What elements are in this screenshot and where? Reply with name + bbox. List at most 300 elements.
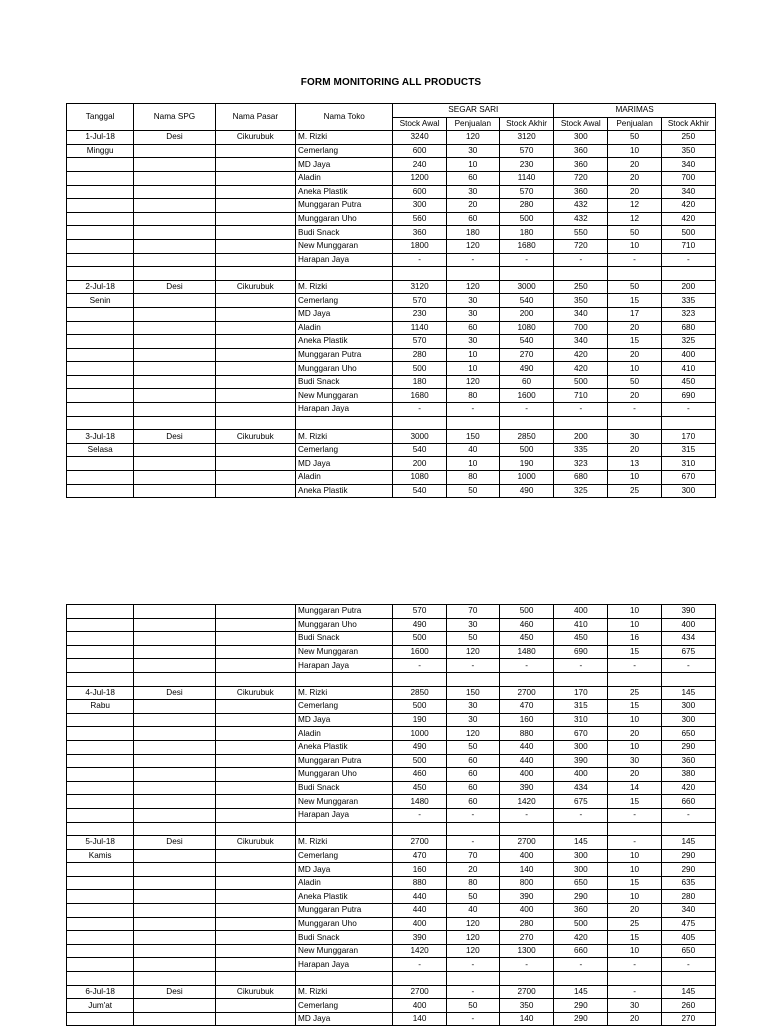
table-row	[67, 985, 716, 999]
table-row	[67, 375, 716, 389]
table-body-page-2	[67, 605, 716, 1026]
cell-mm-penjualan	[608, 822, 661, 836]
cell-nama-spg	[134, 822, 215, 836]
cell-ss-penjualan: 30	[446, 185, 499, 199]
cell-mm-stock-akhir: 380	[661, 768, 715, 782]
cell-ss-stock-akhir: 540	[499, 335, 553, 349]
cell-ss-stock-awal: 450	[393, 781, 446, 795]
cell-ss-penjualan	[446, 822, 499, 836]
cell-ss-penjualan: 30	[446, 307, 499, 321]
cell-ss-stock-awal: 2850	[393, 686, 446, 700]
cell-mm-stock-awal: 660	[554, 944, 608, 958]
cell-mm-stock-awal: -	[554, 808, 608, 822]
cell-nama-pasar	[215, 822, 295, 836]
cell-mm-stock-akhir: 650	[661, 944, 715, 958]
cell-mm-penjualan: 10	[608, 362, 661, 376]
cell-nama-spg	[134, 863, 215, 877]
cell-nama-spg	[134, 443, 215, 457]
cell-nama-toko: Cemerlang	[296, 700, 393, 714]
cell-mm-penjualan: 25	[608, 686, 661, 700]
cell-nama-spg	[134, 226, 215, 240]
cell-ss-penjualan: 80	[446, 876, 499, 890]
cell-ss-stock-awal: 400	[393, 917, 446, 931]
cell-ss-stock-akhir: 400	[499, 849, 553, 863]
table-row	[67, 253, 716, 267]
cell-mm-stock-akhir: -	[661, 958, 715, 972]
cell-mm-penjualan: 12	[608, 199, 661, 213]
cell-tanggal: 5-Jul-18	[67, 836, 134, 850]
cell-nama-pasar	[215, 212, 295, 226]
cell-tanggal	[67, 267, 134, 281]
cell-ss-stock-awal: 140	[393, 1012, 446, 1026]
cell-ss-stock-akhir: 2700	[499, 985, 553, 999]
table-row	[67, 822, 716, 836]
cell-ss-stock-awal: 1680	[393, 389, 446, 403]
cell-mm-stock-awal: 290	[554, 999, 608, 1013]
table-row	[67, 944, 716, 958]
cell-tanggal	[67, 321, 134, 335]
cell-mm-stock-akhir: -	[661, 253, 715, 267]
cell-mm-stock-awal: 340	[554, 307, 608, 321]
table-row	[67, 362, 716, 376]
cell-ss-penjualan: 10	[446, 362, 499, 376]
table-row	[67, 267, 716, 281]
table-row	[67, 768, 716, 782]
cell-tanggal	[67, 403, 134, 417]
cell-mm-penjualan: 50	[608, 131, 661, 145]
cell-tanggal	[67, 185, 134, 199]
cell-nama-toko: Cemerlang	[296, 294, 393, 308]
cell-mm-stock-awal: 315	[554, 700, 608, 714]
cell-mm-stock-akhir: 145	[661, 836, 715, 850]
table-row	[67, 917, 716, 931]
table-row	[67, 863, 716, 877]
cell-nama-toko: Aneka Plastik	[296, 335, 393, 349]
cell-mm-stock-akhir: 260	[661, 999, 715, 1013]
cell-mm-penjualan: 10	[608, 618, 661, 632]
cell-mm-stock-akhir: 340	[661, 185, 715, 199]
table-body-page-1	[67, 131, 716, 498]
cell-mm-penjualan: 20	[608, 348, 661, 362]
cell-ss-stock-awal: 440	[393, 890, 446, 904]
cell-nama-pasar	[215, 808, 295, 822]
cell-ss-stock-akhir: -	[499, 659, 553, 673]
cell-mm-penjualan: 10	[608, 944, 661, 958]
cell-mm-stock-awal: 675	[554, 795, 608, 809]
cell-nama-pasar: Cikurubuk	[215, 985, 295, 999]
cell-ss-penjualan: 150	[446, 430, 499, 444]
cell-nama-pasar	[215, 484, 295, 498]
table-row	[67, 659, 716, 673]
cell-mm-stock-awal: 290	[554, 890, 608, 904]
cell-ss-stock-akhir	[499, 267, 553, 281]
table-row	[67, 632, 716, 646]
cell-ss-stock-akhir: 450	[499, 632, 553, 646]
cell-tanggal	[67, 754, 134, 768]
cell-ss-penjualan: 50	[446, 999, 499, 1013]
cell-mm-stock-akhir: 340	[661, 158, 715, 172]
header-nama-pasar: Nama Pasar	[215, 104, 295, 131]
cell-mm-stock-awal: 360	[554, 144, 608, 158]
cell-ss-penjualan: 30	[446, 335, 499, 349]
cell-mm-penjualan: 20	[608, 185, 661, 199]
cell-ss-stock-awal: 1480	[393, 795, 446, 809]
header-tanggal: Tanggal	[67, 104, 134, 131]
cell-ss-stock-awal: 200	[393, 457, 446, 471]
cell-ss-stock-awal: -	[393, 403, 446, 417]
cell-tanggal	[67, 768, 134, 782]
cell-nama-toko: New Munggaran	[296, 239, 393, 253]
cell-nama-spg	[134, 484, 215, 498]
cell-nama-toko: Munggaran Uho	[296, 362, 393, 376]
cell-tanggal	[67, 348, 134, 362]
cell-mm-stock-awal: 670	[554, 727, 608, 741]
table-row	[67, 185, 716, 199]
cell-mm-stock-awal: 432	[554, 212, 608, 226]
cell-ss-penjualan: 120	[446, 931, 499, 945]
cell-nama-pasar	[215, 672, 295, 686]
cell-ss-stock-awal: 1420	[393, 944, 446, 958]
cell-nama-spg	[134, 740, 215, 754]
cell-ss-stock-awal: 160	[393, 863, 446, 877]
cell-mm-penjualan: -	[608, 958, 661, 972]
cell-nama-spg	[134, 944, 215, 958]
cell-nama-spg	[134, 972, 215, 986]
cell-nama-pasar	[215, 645, 295, 659]
cell-nama-toko: New Munggaran	[296, 944, 393, 958]
table-row	[67, 645, 716, 659]
cell-nama-pasar	[215, 443, 295, 457]
cell-mm-penjualan: 50	[608, 375, 661, 389]
cell-ss-stock-akhir	[499, 822, 553, 836]
cell-nama-toko	[296, 972, 393, 986]
cell-nama-spg	[134, 768, 215, 782]
cell-nama-pasar	[215, 890, 295, 904]
cell-ss-penjualan: 120	[446, 131, 499, 145]
cell-mm-penjualan: 50	[608, 280, 661, 294]
cell-nama-toko: Harapan Jaya	[296, 808, 393, 822]
cell-mm-stock-akhir: 450	[661, 375, 715, 389]
cell-mm-stock-awal	[554, 972, 608, 986]
cell-nama-spg: Desi	[134, 836, 215, 850]
cell-mm-penjualan: 25	[608, 917, 661, 931]
cell-mm-stock-akhir: 170	[661, 430, 715, 444]
cell-mm-stock-awal: -	[554, 958, 608, 972]
cell-nama-pasar	[215, 239, 295, 253]
cell-ss-penjualan: 10	[446, 158, 499, 172]
cell-mm-stock-akhir: 323	[661, 307, 715, 321]
cell-nama-pasar	[215, 144, 295, 158]
cell-ss-penjualan: 50	[446, 484, 499, 498]
cell-nama-toko: Munggaran Putra	[296, 754, 393, 768]
cell-mm-penjualan: 15	[608, 876, 661, 890]
cell-nama-spg	[134, 335, 215, 349]
cell-ss-penjualan: 70	[446, 849, 499, 863]
cell-ss-penjualan: 80	[446, 471, 499, 485]
cell-ss-stock-awal: 570	[393, 605, 446, 619]
cell-nama-spg	[134, 659, 215, 673]
cell-ss-stock-akhir: 190	[499, 457, 553, 471]
table-row	[67, 171, 716, 185]
cell-ss-stock-akhir: 490	[499, 362, 553, 376]
cell-mm-stock-awal: 310	[554, 713, 608, 727]
cell-ss-penjualan: 60	[446, 212, 499, 226]
cell-mm-penjualan	[608, 972, 661, 986]
cell-nama-pasar: Cikurubuk	[215, 280, 295, 294]
cell-mm-stock-akhir: 475	[661, 917, 715, 931]
cell-tanggal	[67, 713, 134, 727]
cell-nama-pasar	[215, 471, 295, 485]
cell-ss-stock-akhir: 140	[499, 863, 553, 877]
cell-mm-stock-akhir: 280	[661, 890, 715, 904]
cell-ss-stock-awal: -	[393, 958, 446, 972]
cell-ss-stock-akhir: 2700	[499, 836, 553, 850]
cell-nama-spg	[134, 212, 215, 226]
table-row	[67, 239, 716, 253]
cell-nama-pasar	[215, 700, 295, 714]
cell-ss-stock-akhir: 390	[499, 781, 553, 795]
cell-ss-penjualan: 120	[446, 239, 499, 253]
cell-mm-stock-akhir	[661, 267, 715, 281]
header-ss-stock-akhir: Stock Akhir	[499, 117, 553, 131]
cell-nama-toko: Budi Snack	[296, 931, 393, 945]
header-mm-stock-awal: Stock Awal	[554, 117, 608, 131]
cell-mm-stock-akhir: 400	[661, 618, 715, 632]
cell-nama-pasar	[215, 632, 295, 646]
cell-ss-penjualan: 60	[446, 321, 499, 335]
cell-tanggal	[67, 307, 134, 321]
cell-mm-stock-awal: 350	[554, 294, 608, 308]
cell-nama-toko: Aneka Plastik	[296, 740, 393, 754]
cell-nama-spg	[134, 199, 215, 213]
cell-mm-penjualan: 15	[608, 645, 661, 659]
cell-mm-penjualan: 30	[608, 999, 661, 1013]
cell-ss-penjualan: -	[446, 1012, 499, 1026]
cell-mm-stock-awal: 500	[554, 375, 608, 389]
cell-mm-penjualan: 10	[608, 239, 661, 253]
cell-mm-stock-akhir: 335	[661, 294, 715, 308]
cell-nama-toko: M. Rizki	[296, 836, 393, 850]
cell-ss-stock-akhir: 470	[499, 700, 553, 714]
table-row	[67, 876, 716, 890]
cell-tanggal	[67, 645, 134, 659]
cell-mm-stock-awal: 680	[554, 471, 608, 485]
cell-mm-penjualan: -	[608, 808, 661, 822]
cell-mm-stock-akhir: 420	[661, 199, 715, 213]
cell-mm-stock-akhir: 315	[661, 443, 715, 457]
cell-tanggal	[67, 605, 134, 619]
cell-nama-toko: Aladin	[296, 471, 393, 485]
cell-nama-pasar	[215, 253, 295, 267]
cell-nama-spg	[134, 890, 215, 904]
cell-nama-spg	[134, 389, 215, 403]
cell-ss-stock-akhir: 390	[499, 890, 553, 904]
cell-ss-penjualan: -	[446, 659, 499, 673]
cell-mm-penjualan: -	[608, 403, 661, 417]
cell-nama-spg	[134, 321, 215, 335]
cell-nama-spg	[134, 645, 215, 659]
cell-ss-stock-akhir	[499, 672, 553, 686]
cell-ss-stock-awal: 1600	[393, 645, 446, 659]
cell-ss-penjualan: 40	[446, 443, 499, 457]
cell-tanggal	[67, 335, 134, 349]
cell-mm-stock-akhir	[661, 416, 715, 430]
cell-tanggal	[67, 362, 134, 376]
table-row	[67, 890, 716, 904]
cell-ss-penjualan	[446, 672, 499, 686]
cell-ss-stock-awal: 230	[393, 307, 446, 321]
cell-mm-stock-awal: 400	[554, 768, 608, 782]
table-row	[67, 849, 716, 863]
cell-ss-stock-akhir: -	[499, 253, 553, 267]
cell-mm-penjualan: 10	[608, 713, 661, 727]
cell-ss-stock-akhir: 350	[499, 999, 553, 1013]
cell-nama-spg	[134, 158, 215, 172]
cell-nama-pasar	[215, 362, 295, 376]
table-row	[67, 972, 716, 986]
cell-nama-toko: Aladin	[296, 876, 393, 890]
cell-mm-penjualan: 30	[608, 430, 661, 444]
cell-mm-stock-awal: 720	[554, 171, 608, 185]
cell-mm-penjualan: -	[608, 659, 661, 673]
table-row	[67, 294, 716, 308]
cell-mm-stock-akhir: 635	[661, 876, 715, 890]
table-row	[67, 457, 716, 471]
cell-mm-stock-awal: 335	[554, 443, 608, 457]
cell-ss-penjualan: 150	[446, 686, 499, 700]
cell-nama-pasar: Cikurubuk	[215, 686, 295, 700]
cell-ss-penjualan: 180	[446, 226, 499, 240]
table-row	[67, 836, 716, 850]
cell-nama-pasar	[215, 754, 295, 768]
cell-mm-stock-awal: 690	[554, 645, 608, 659]
cell-ss-penjualan	[446, 416, 499, 430]
cell-ss-stock-akhir: 1000	[499, 471, 553, 485]
cell-nama-pasar	[215, 863, 295, 877]
cell-ss-stock-akhir: 160	[499, 713, 553, 727]
cell-mm-penjualan: 10	[608, 863, 661, 877]
cell-nama-toko: Cemerlang	[296, 999, 393, 1013]
cell-nama-spg: Desi	[134, 280, 215, 294]
cell-ss-penjualan: 50	[446, 632, 499, 646]
cell-nama-toko: Cemerlang	[296, 144, 393, 158]
cell-mm-stock-akhir: 310	[661, 457, 715, 471]
cell-mm-stock-awal	[554, 672, 608, 686]
cell-tanggal: Rabu	[67, 700, 134, 714]
cell-ss-stock-awal: 490	[393, 618, 446, 632]
cell-tanggal	[67, 958, 134, 972]
cell-mm-stock-akhir: 290	[661, 863, 715, 877]
cell-nama-pasar	[215, 917, 295, 931]
cell-nama-toko: Munggaran Putra	[296, 605, 393, 619]
cell-mm-stock-awal: 450	[554, 632, 608, 646]
cell-nama-toko: Munggaran Putra	[296, 904, 393, 918]
cell-mm-stock-awal: 300	[554, 131, 608, 145]
cell-mm-stock-akhir: -	[661, 808, 715, 822]
cell-nama-spg	[134, 307, 215, 321]
cell-mm-penjualan: 10	[608, 144, 661, 158]
cell-mm-penjualan: 10	[608, 740, 661, 754]
cell-mm-stock-akhir: 650	[661, 727, 715, 741]
cell-mm-penjualan: 17	[608, 307, 661, 321]
cell-mm-stock-akhir: 400	[661, 348, 715, 362]
cell-ss-stock-awal: 500	[393, 700, 446, 714]
cell-nama-toko: Cemerlang	[296, 443, 393, 457]
cell-ss-stock-awal: -	[393, 659, 446, 673]
cell-ss-penjualan: 30	[446, 700, 499, 714]
cell-ss-stock-awal: 2700	[393, 836, 446, 850]
cell-ss-stock-awal: 500	[393, 632, 446, 646]
cell-mm-penjualan: 20	[608, 443, 661, 457]
header-mm-penjualan: Penjualan	[608, 117, 661, 131]
cell-mm-stock-akhir: 405	[661, 931, 715, 945]
cell-tanggal	[67, 416, 134, 430]
cell-ss-stock-awal: 1200	[393, 171, 446, 185]
table-row	[67, 199, 716, 213]
cell-tanggal	[67, 890, 134, 904]
cell-ss-penjualan: 50	[446, 890, 499, 904]
cell-tanggal	[67, 740, 134, 754]
cell-mm-stock-akhir: 200	[661, 280, 715, 294]
cell-nama-spg	[134, 672, 215, 686]
cell-mm-stock-awal: 250	[554, 280, 608, 294]
cell-nama-pasar: Cikurubuk	[215, 836, 295, 850]
cell-ss-penjualan: 60	[446, 754, 499, 768]
cell-mm-penjualan: 15	[608, 795, 661, 809]
cell-ss-stock-awal: 3000	[393, 430, 446, 444]
table-row	[67, 158, 716, 172]
cell-ss-stock-akhir: -	[499, 958, 553, 972]
cell-ss-penjualan: 30	[446, 144, 499, 158]
cell-ss-penjualan: 60	[446, 795, 499, 809]
cell-mm-stock-awal: 650	[554, 876, 608, 890]
cell-tanggal	[67, 659, 134, 673]
cell-nama-pasar	[215, 158, 295, 172]
cell-mm-penjualan: 15	[608, 700, 661, 714]
cell-nama-toko: Harapan Jaya	[296, 659, 393, 673]
cell-nama-toko: Munggaran Uho	[296, 618, 393, 632]
cell-nama-spg	[134, 605, 215, 619]
cell-ss-penjualan: -	[446, 808, 499, 822]
cell-ss-stock-awal: 1080	[393, 471, 446, 485]
table-row	[67, 605, 716, 619]
cell-nama-pasar	[215, 999, 295, 1013]
cell-nama-spg	[134, 416, 215, 430]
cell-mm-stock-awal: 200	[554, 430, 608, 444]
cell-mm-stock-akhir: -	[661, 403, 715, 417]
header-nama-spg: Nama SPG	[134, 104, 215, 131]
cell-nama-pasar	[215, 375, 295, 389]
cell-ss-penjualan: -	[446, 836, 499, 850]
cell-tanggal: 1-Jul-18	[67, 131, 134, 145]
cell-nama-spg	[134, 849, 215, 863]
cell-tanggal	[67, 822, 134, 836]
cell-ss-stock-akhir: 570	[499, 144, 553, 158]
cell-mm-penjualan: 10	[608, 849, 661, 863]
cell-ss-stock-akhir: 440	[499, 754, 553, 768]
cell-nama-pasar	[215, 713, 295, 727]
cell-nama-pasar: Cikurubuk	[215, 131, 295, 145]
cell-tanggal: Minggu	[67, 144, 134, 158]
cell-mm-penjualan: 15	[608, 931, 661, 945]
cell-ss-stock-awal: 570	[393, 335, 446, 349]
table-row	[67, 131, 716, 145]
cell-ss-stock-awal	[393, 972, 446, 986]
cell-mm-stock-awal: 300	[554, 863, 608, 877]
cell-mm-stock-akhir: 420	[661, 212, 715, 226]
cell-ss-penjualan: 40	[446, 904, 499, 918]
cell-nama-pasar	[215, 618, 295, 632]
